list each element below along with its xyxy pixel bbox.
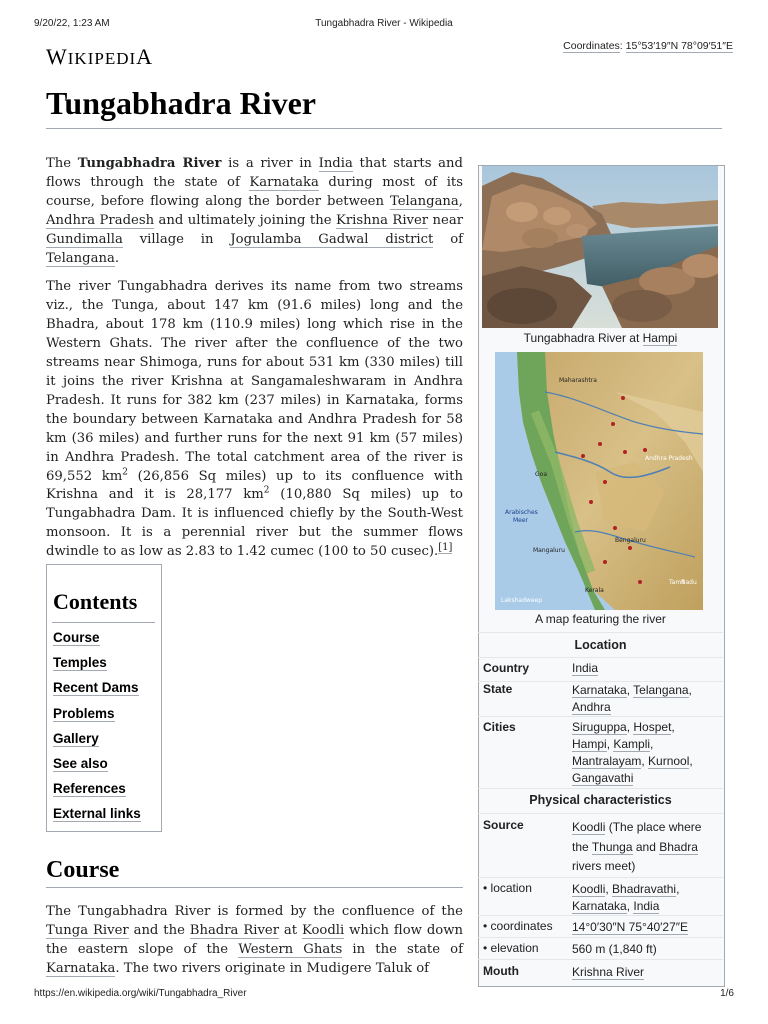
link-india-2[interactable]: India	[633, 899, 660, 913]
course-section	[46, 903, 463, 979]
toc-item-recent-dams[interactable]	[53, 680, 141, 705]
link-thunga[interactable]: Thunga	[591, 839, 633, 854]
link-krishna-river-infobox[interactable]: Krishna River	[572, 965, 645, 979]
text-run: village in	[122, 231, 231, 247]
coordinates-colon: :	[619, 40, 626, 52]
link-bhadra[interactable]: Bhadra	[659, 839, 698, 854]
link-andhra-infobox[interactable]: Andhra	[572, 700, 611, 714]
link-andhra-pradesh[interactable]: Andhra Pradesh	[46, 212, 155, 228]
infobox-row-source-location	[478, 881, 723, 917]
superscript: 2	[122, 467, 129, 478]
infobox-row-source-elevation	[478, 941, 723, 961]
map-label-nadu: Nadu	[681, 579, 697, 586]
separator: ,	[605, 882, 613, 896]
text-run: and the	[128, 922, 190, 938]
text-run: and ultimately joining the	[154, 212, 336, 228]
infobox-divider	[478, 657, 723, 658]
map-label-maharashtra: Maharashtra	[559, 377, 597, 384]
text-run: which flow down the eastern slope of the	[46, 922, 463, 957]
text-run: The river Tungabhadra derives its name from two streams viz., the Tunga, about 147 km (91.6 miles) long and the Bhadra, about 178 km (110.9 miles) long which rise in the Western Ghats. The river after the confluence of the two streams near Shimoga, runs for about 531 km (330 miles) till it joins the river Krishna at Sangamaleshwaram in Andhra Pradesh. It runs for 382 km (237 miles) in Karnataka, forms the boundary between Karnataka and Andhra Pradesh for 58 km (36 miles) and further runs for the next 91 km (57 miles) in Andhra Pradesh. The total catchment area of the river is 69,552 km	[46, 279, 463, 484]
link-karnataka-3[interactable]: Karnataka	[572, 899, 627, 913]
link-tunga-river[interactable]: Tunga River	[46, 922, 129, 938]
infobox-value	[572, 881, 720, 915]
text-run: at	[279, 922, 302, 938]
map-label-andhra: Andhra Pradesh	[645, 455, 693, 462]
toc-item-references[interactable]	[53, 781, 141, 806]
infobox-value	[572, 964, 720, 981]
toc-list	[53, 630, 141, 832]
separator: ,	[688, 683, 692, 697]
course-paragraph	[46, 903, 463, 979]
map-caption: A map featuring the river	[535, 612, 666, 626]
wordmark-middle: IKIPEDI	[67, 49, 137, 68]
infobox-row-state	[478, 682, 723, 718]
infobox-value	[572, 682, 720, 716]
river-map-image	[495, 352, 703, 610]
infobox-row-country	[478, 661, 723, 681]
infobox-label: State	[483, 682, 513, 696]
text-run: during most of its course, before flowing along the border between	[46, 174, 463, 209]
infobox-label: • coordinates	[483, 919, 553, 933]
separator: ,	[626, 683, 634, 697]
text-run: and	[632, 839, 660, 854]
link-gundimalla[interactable]: Gundimalla	[46, 231, 123, 247]
infobox-value: 560 m (1,840 ft)	[572, 942, 657, 956]
text-run: is a river in	[221, 156, 319, 171]
text-run: . The two rivers originate in Mudigere Taluk of	[115, 960, 430, 976]
toc-item-problems[interactable]	[53, 706, 141, 731]
text-run: of	[433, 231, 464, 247]
infobox-divider	[478, 877, 723, 878]
link-siruguppa[interactable]: Siruguppa	[572, 720, 627, 734]
superscript: 2	[263, 486, 270, 497]
intro-paragraph-2	[46, 278, 463, 562]
infobox-label: • location	[483, 881, 532, 895]
toc-item-label[interactable]: See also	[53, 755, 108, 771]
section-heading-course: Course	[46, 853, 463, 888]
toc-item-see-also[interactable]	[53, 756, 141, 781]
print-tab-title: Tungabhadra River - Wikipedia	[315, 18, 453, 29]
infobox-value: Siruguppa, Hospet, Hampi, Kampli, Mantralayam, Kurnool, Gangavathi	[572, 720, 693, 785]
link-kampli[interactable]: Kampli	[613, 737, 651, 751]
infobox-row-source	[478, 818, 723, 878]
link-gangavathi[interactable]: Gangavathi	[572, 771, 634, 785]
infobox-value	[572, 919, 720, 936]
text-run: rivers meet)	[572, 859, 636, 873]
photo-caption	[478, 331, 723, 345]
link-koodli[interactable]: Koodli	[301, 922, 345, 938]
toc-item-label[interactable]: Temples	[53, 655, 107, 671]
wordmark-w: W	[46, 44, 68, 69]
river-photo[interactable]	[482, 166, 718, 328]
infobox-divider	[478, 915, 723, 916]
link-telangana-infobox[interactable]: Telangana	[633, 683, 689, 697]
map-label-goa: Goa	[535, 471, 547, 478]
infobox-header-location: Location	[574, 638, 627, 652]
infobox-divider	[478, 788, 723, 789]
text-run: The Tungabhadra River is formed by the confluence of the	[46, 904, 463, 919]
intro-section	[46, 155, 463, 572]
infobox-row-cities	[478, 720, 723, 788]
wordmark-a: A	[136, 44, 154, 69]
link-telangana-2[interactable]: Telangana	[46, 250, 115, 266]
infobox-label: Country	[483, 661, 529, 675]
link-india[interactable]: India	[318, 156, 353, 171]
infobox-header-physical: Physical characteristics	[529, 793, 672, 807]
link-hampi[interactable]: Hampi	[572, 737, 607, 751]
river-photo-image	[482, 166, 718, 328]
map-label-lakshadweep: Lakshadweep	[501, 597, 543, 604]
coordinates-label[interactable]: Coordinates	[563, 40, 620, 52]
link-karnataka[interactable]: Karnataka	[249, 174, 319, 190]
infobox-label: Source	[483, 818, 524, 832]
text-run: in the state of	[342, 941, 463, 957]
link-western-ghats[interactable]: Western Ghats	[238, 941, 343, 957]
link-india-infobox[interactable]: India	[572, 661, 599, 675]
print-page-number: 1/6	[720, 988, 734, 999]
toc-item-label[interactable]: External links	[53, 806, 141, 822]
text-run: (26,856 Sq miles) up to its confluence with Krishna and it is 28,177 km	[46, 468, 463, 503]
citation-link[interactable]: [1]	[438, 541, 453, 553]
print-footer	[34, 988, 734, 1002]
text-run: The	[46, 156, 78, 171]
infobox-label: Cities	[483, 720, 516, 734]
coordinates-value[interactable]: 15°53′19″N 78°09′51″E	[625, 40, 733, 52]
toc-item-label[interactable]: Problems	[53, 705, 115, 721]
link-bhadravathi[interactable]: Bhadravathi	[612, 882, 677, 896]
separator: ,	[626, 899, 634, 913]
text-run: (The place where the	[572, 820, 702, 854]
link-krishna-river[interactable]: Krishna River	[335, 212, 429, 228]
map-label-mangalore: Mangaluru	[533, 547, 565, 554]
infobox-divider	[478, 716, 723, 717]
link-jogulamba[interactable]: Jogulamba Gadwal district	[230, 231, 434, 247]
intro-paragraph-1	[46, 155, 463, 268]
link-kurnool[interactable]: Kurnool	[648, 754, 690, 768]
map-label-bangalore: Bengaluru	[615, 537, 646, 544]
toc-divider	[52, 622, 155, 623]
toc-item-gallery[interactable]	[53, 731, 141, 756]
infobox-label: Mouth	[483, 964, 519, 978]
toc-item-label[interactable]: References	[53, 781, 126, 797]
link-koodli-2[interactable]: Koodli	[572, 882, 606, 896]
toc-item-label[interactable]: Recent Dams	[53, 680, 139, 696]
link-source-coordinates[interactable]: 14°0′30″N 75°40′27″E	[572, 920, 689, 934]
infobox-row-source-coordinates	[478, 919, 723, 939]
article-subject: Tungabhadra River	[77, 156, 222, 171]
text-run: .	[114, 250, 120, 266]
infobox-divider	[478, 959, 723, 960]
infobox-label: • elevation	[483, 941, 539, 955]
infobox-value	[572, 660, 720, 677]
text-run: ,	[458, 193, 463, 209]
toc-item-course[interactable]	[53, 630, 141, 655]
infobox-value	[572, 818, 720, 877]
text-run: that starts and flows through the state of	[46, 156, 463, 190]
photo-caption-text: Tungabhadra River at	[523, 331, 643, 345]
link-hampi-caption[interactable]: Hampi	[642, 331, 678, 345]
text-run: near	[428, 212, 464, 228]
infobox-divider	[478, 813, 723, 814]
print-url: https://en.wikipedia.org/wiki/Tungabhadra_River	[34, 988, 247, 999]
link-bhadra-river[interactable]: Bhadra River	[189, 922, 280, 938]
toc-title: Contents	[53, 589, 138, 614]
link-mantralayam[interactable]: Mantralayam	[572, 754, 642, 768]
link-hospet[interactable]: Hospet	[633, 720, 672, 734]
map-label-tamil: Tamil	[669, 579, 685, 586]
table-of-contents	[46, 564, 162, 832]
link-karnataka-infobox[interactable]: Karnataka	[572, 683, 627, 697]
link-karnataka-2[interactable]: Karnataka	[46, 960, 116, 976]
map-label-arabisches: Arabisches	[505, 509, 538, 516]
infobox-row-mouth	[478, 964, 723, 984]
infobox-divider	[478, 937, 723, 938]
map-label-kerala: Kerala	[585, 587, 604, 594]
link-telangana[interactable]: Telangana	[389, 193, 459, 209]
coordinates-link[interactable]	[563, 40, 733, 52]
separator: ,	[676, 882, 680, 896]
infobox-divider	[478, 632, 723, 633]
toc-item-label[interactable]: Gallery	[53, 730, 99, 746]
text-run: (10,880 Sq miles) up to Tungabhadra Dam. It is influenced chiefly by the South-West monsoon. It is a perennial river but the summer flows dwindle to as low as 2.83 to 1.42 cumec (100 to 50 cusec).	[46, 487, 463, 560]
print-datetime: 9/20/22, 1:23 AM	[34, 18, 110, 29]
toc-item-external-links[interactable]	[53, 806, 141, 831]
map-label-meer: Meer	[513, 517, 529, 524]
wikipedia-wordmark[interactable]	[46, 44, 153, 70]
river-map[interactable]	[495, 352, 703, 610]
toc-item-temples[interactable]	[53, 655, 141, 680]
link-koodli-infobox[interactable]: Koodli	[572, 820, 606, 834]
print-header	[34, 18, 734, 32]
page-title: Tungabhadra River	[46, 80, 722, 129]
toc-item-label[interactable]: Course	[53, 630, 100, 645]
